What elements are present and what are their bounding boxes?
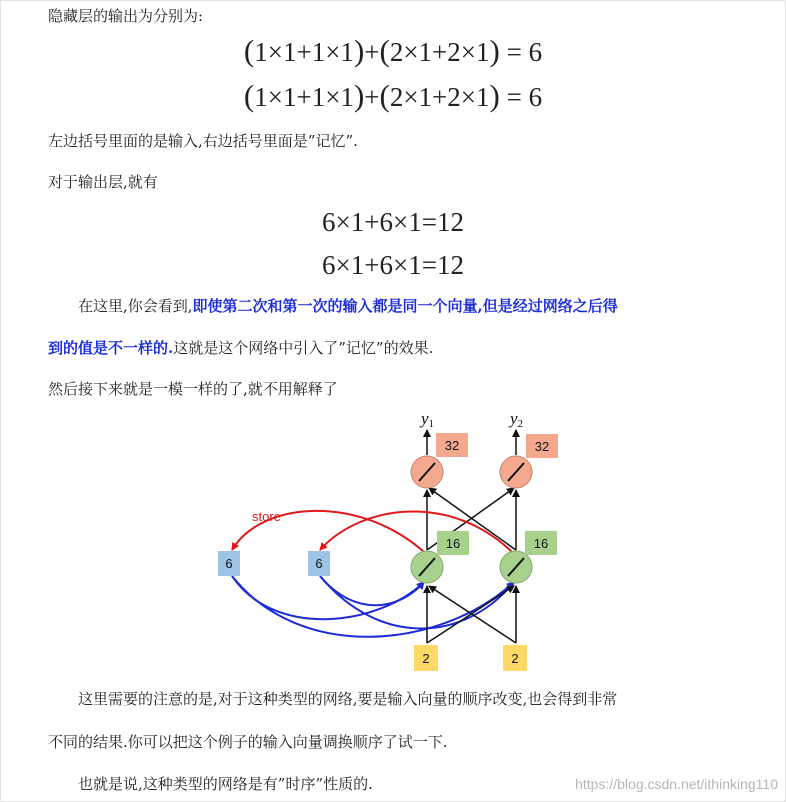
equation-hidden-2: (1×1+1×1)+(2×1+2×1) = 6 — [243, 78, 543, 113]
memory-link — [320, 576, 424, 605]
memory-cell-2 — [308, 551, 330, 576]
paragraph-next: 然后接下来就是一模一样的了,就不用解释了 — [48, 380, 338, 398]
link — [427, 586, 514, 643]
memory-link — [232, 576, 514, 637]
output-label-y2: y2 — [510, 409, 524, 430]
equation-hidden-1: (1×1+1×1)+(2×1+2×1) = 6 — [243, 33, 543, 68]
svg-text:16: 16 — [533, 536, 549, 551]
para1-highlight-cont: 到的值是不一样的. — [48, 339, 174, 357]
hidden-value-box-2 — [525, 531, 557, 555]
intro-text: 隐藏层的输出为分别为: — [48, 7, 204, 25]
svg-text:2: 2 — [511, 651, 519, 666]
output-neuron-2 — [500, 456, 532, 488]
paragraph-memory-line1 — [78, 296, 618, 316]
hidden-neuron-2 — [500, 551, 532, 583]
svg-text:2: 2 — [422, 651, 430, 666]
svg-text:16: 16 — [445, 536, 461, 551]
output-value-box-2 — [526, 434, 558, 458]
paragraph-temporal: 也就是说,这种类型的网络是有”时序”性质的. — [78, 775, 373, 793]
para1-suffix: 这就是这个网络中引入了”记忆”的效果. — [173, 339, 434, 357]
rnn-diagram — [0, 400, 786, 685]
input-box-2 — [503, 645, 527, 671]
svg-text:32: 32 — [534, 439, 550, 454]
hidden-value-box-1 — [437, 531, 469, 555]
output-label-y1: y1 — [421, 409, 435, 430]
svg-text:32: 32 — [444, 438, 460, 453]
equation-output-1: 6×1+6×1=12 — [322, 207, 464, 237]
output-intro: 对于输出层,就有 — [48, 173, 158, 191]
para1-prefix: 在这里,你会看到, — [78, 297, 193, 315]
brackets-note: 左边括号里面的是输入,右边括号里面是”记忆”. — [48, 132, 358, 150]
memory-link — [320, 576, 514, 629]
memory-link — [232, 576, 424, 619]
memory-links — [232, 576, 514, 637]
svg-text:6: 6 — [225, 556, 233, 571]
para1-highlight: 即使第二次和第一次的输入都是同一个向量,但是经过网络之后得 — [192, 297, 618, 315]
input-box-1 — [414, 645, 438, 671]
paragraph-order-line2: 不同的结果.你可以把这个例子的输入向量调换顺序了试一下. — [48, 733, 448, 751]
store-label: store — [252, 509, 281, 524]
hidden-neuron-1 — [411, 551, 443, 583]
output-value-box-1 — [436, 433, 468, 457]
memory-cell-1 — [218, 551, 240, 576]
paragraph-order-line1: 这里需要的注意的是,对于这种类型的网络,要是输入向量的顺序改变,也会得到非常 — [78, 690, 618, 708]
svg-text:6: 6 — [315, 556, 323, 571]
watermark: https://blog.csdn.net/ithinking110 — [575, 776, 778, 792]
output-neuron-1 — [411, 456, 443, 488]
paragraph-memory-line2 — [48, 338, 433, 358]
equation-output-2: 6×1+6×1=12 — [322, 250, 464, 280]
